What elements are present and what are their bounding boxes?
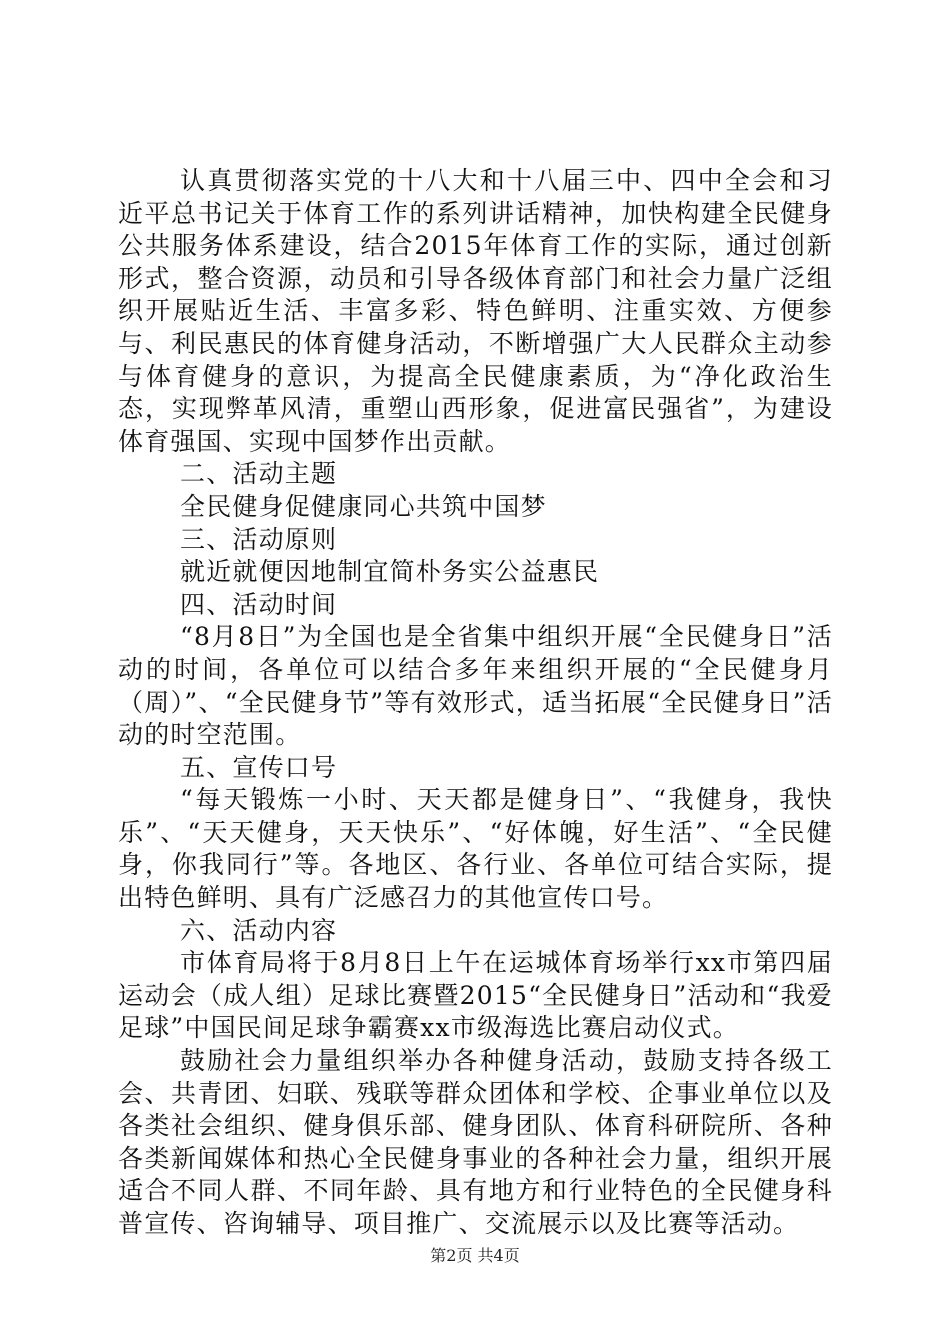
paragraph-theme: 全民健身促健康同心共筑中国梦 <box>180 491 547 521</box>
section-heading-slogans: 五、宣传口号 <box>180 752 338 782</box>
paragraph-principles: 就近就便因地制宜简朴务实公益惠民 <box>180 557 600 587</box>
section-heading-content: 六、活动内容 <box>180 915 338 945</box>
paragraph-time: “8月8日”为全国也是全省集中组织开展“全民健身日”活动的时间，各单位可以结合多年来组织开展的“全民健身月（周）”、“全民健身节”等有效形式，适当拓展“全民健身日”活动的时空范围。 <box>118 622 833 750</box>
paragraph-content-event: 市体育局将于8月8日上午在运城体育场举行xx市第四届运动会（成人组）足球比赛暨2015“全民健身日”活动和“我爱足球”中国民间足球争霸赛xx市级海选比赛启动仪式。 <box>118 948 833 1043</box>
paragraph-content-encourage: 鼓励社会力量组织举办各种健身活动，鼓励支持各级工会、共青团、妇联、残联等群众团体和学校、企事业单位以及各类社会组织、健身俱乐部、健身团队、体育科研院所、各种各类新闻媒体和热心全民健身事业的各种社会力量，组织开展适合不同人群、不同年龄、具有地方和行业特色的全民健身科普宣传、咨询辅导、项目推广、交流展示以及比赛等活动。 <box>118 1046 833 1238</box>
page-number-footer: 第2页 共4页 <box>430 1246 520 1265</box>
paragraph-slogans: “每天锻炼一小时、天天都是健身日”、“我健身，我快乐”、“天天健身，天天快乐”、“好体魄，好生活”、“全民健身，你我同行”等。各地区、各行业、各单位可结合实际，提出特色鲜明、具有广泛感召力的其他宣传口号。 <box>118 785 833 913</box>
document-body <box>118 165 833 1241</box>
section-heading-theme: 二、活动主题 <box>180 459 338 489</box>
section-heading-principles: 三、活动原则 <box>180 524 338 554</box>
paragraph-intro: 认真贯彻落实党的十八大和十八届三中、四中全会和习近平总书记关于体育工作的系列讲话精神，加快构建全民健身公共服务体系建设，结合2015年体育工作的实际，通过创新形式，整合资源，动员和引导各级体育部门和社会力量广泛组织开展贴近生活、丰富多彩、特色鲜明、注重实效、方便参与、利民惠民的体育健身活动，不断增强广大人民群众主动参与体育健身的意识，为提高全民健康素质，为“净化政治生态，实现弊革风清，重塑山西形象，促进富民强省”，为建设体育强国、实现中国梦作出贡献。 <box>118 166 833 456</box>
section-heading-time: 四、活动时间 <box>180 589 338 619</box>
